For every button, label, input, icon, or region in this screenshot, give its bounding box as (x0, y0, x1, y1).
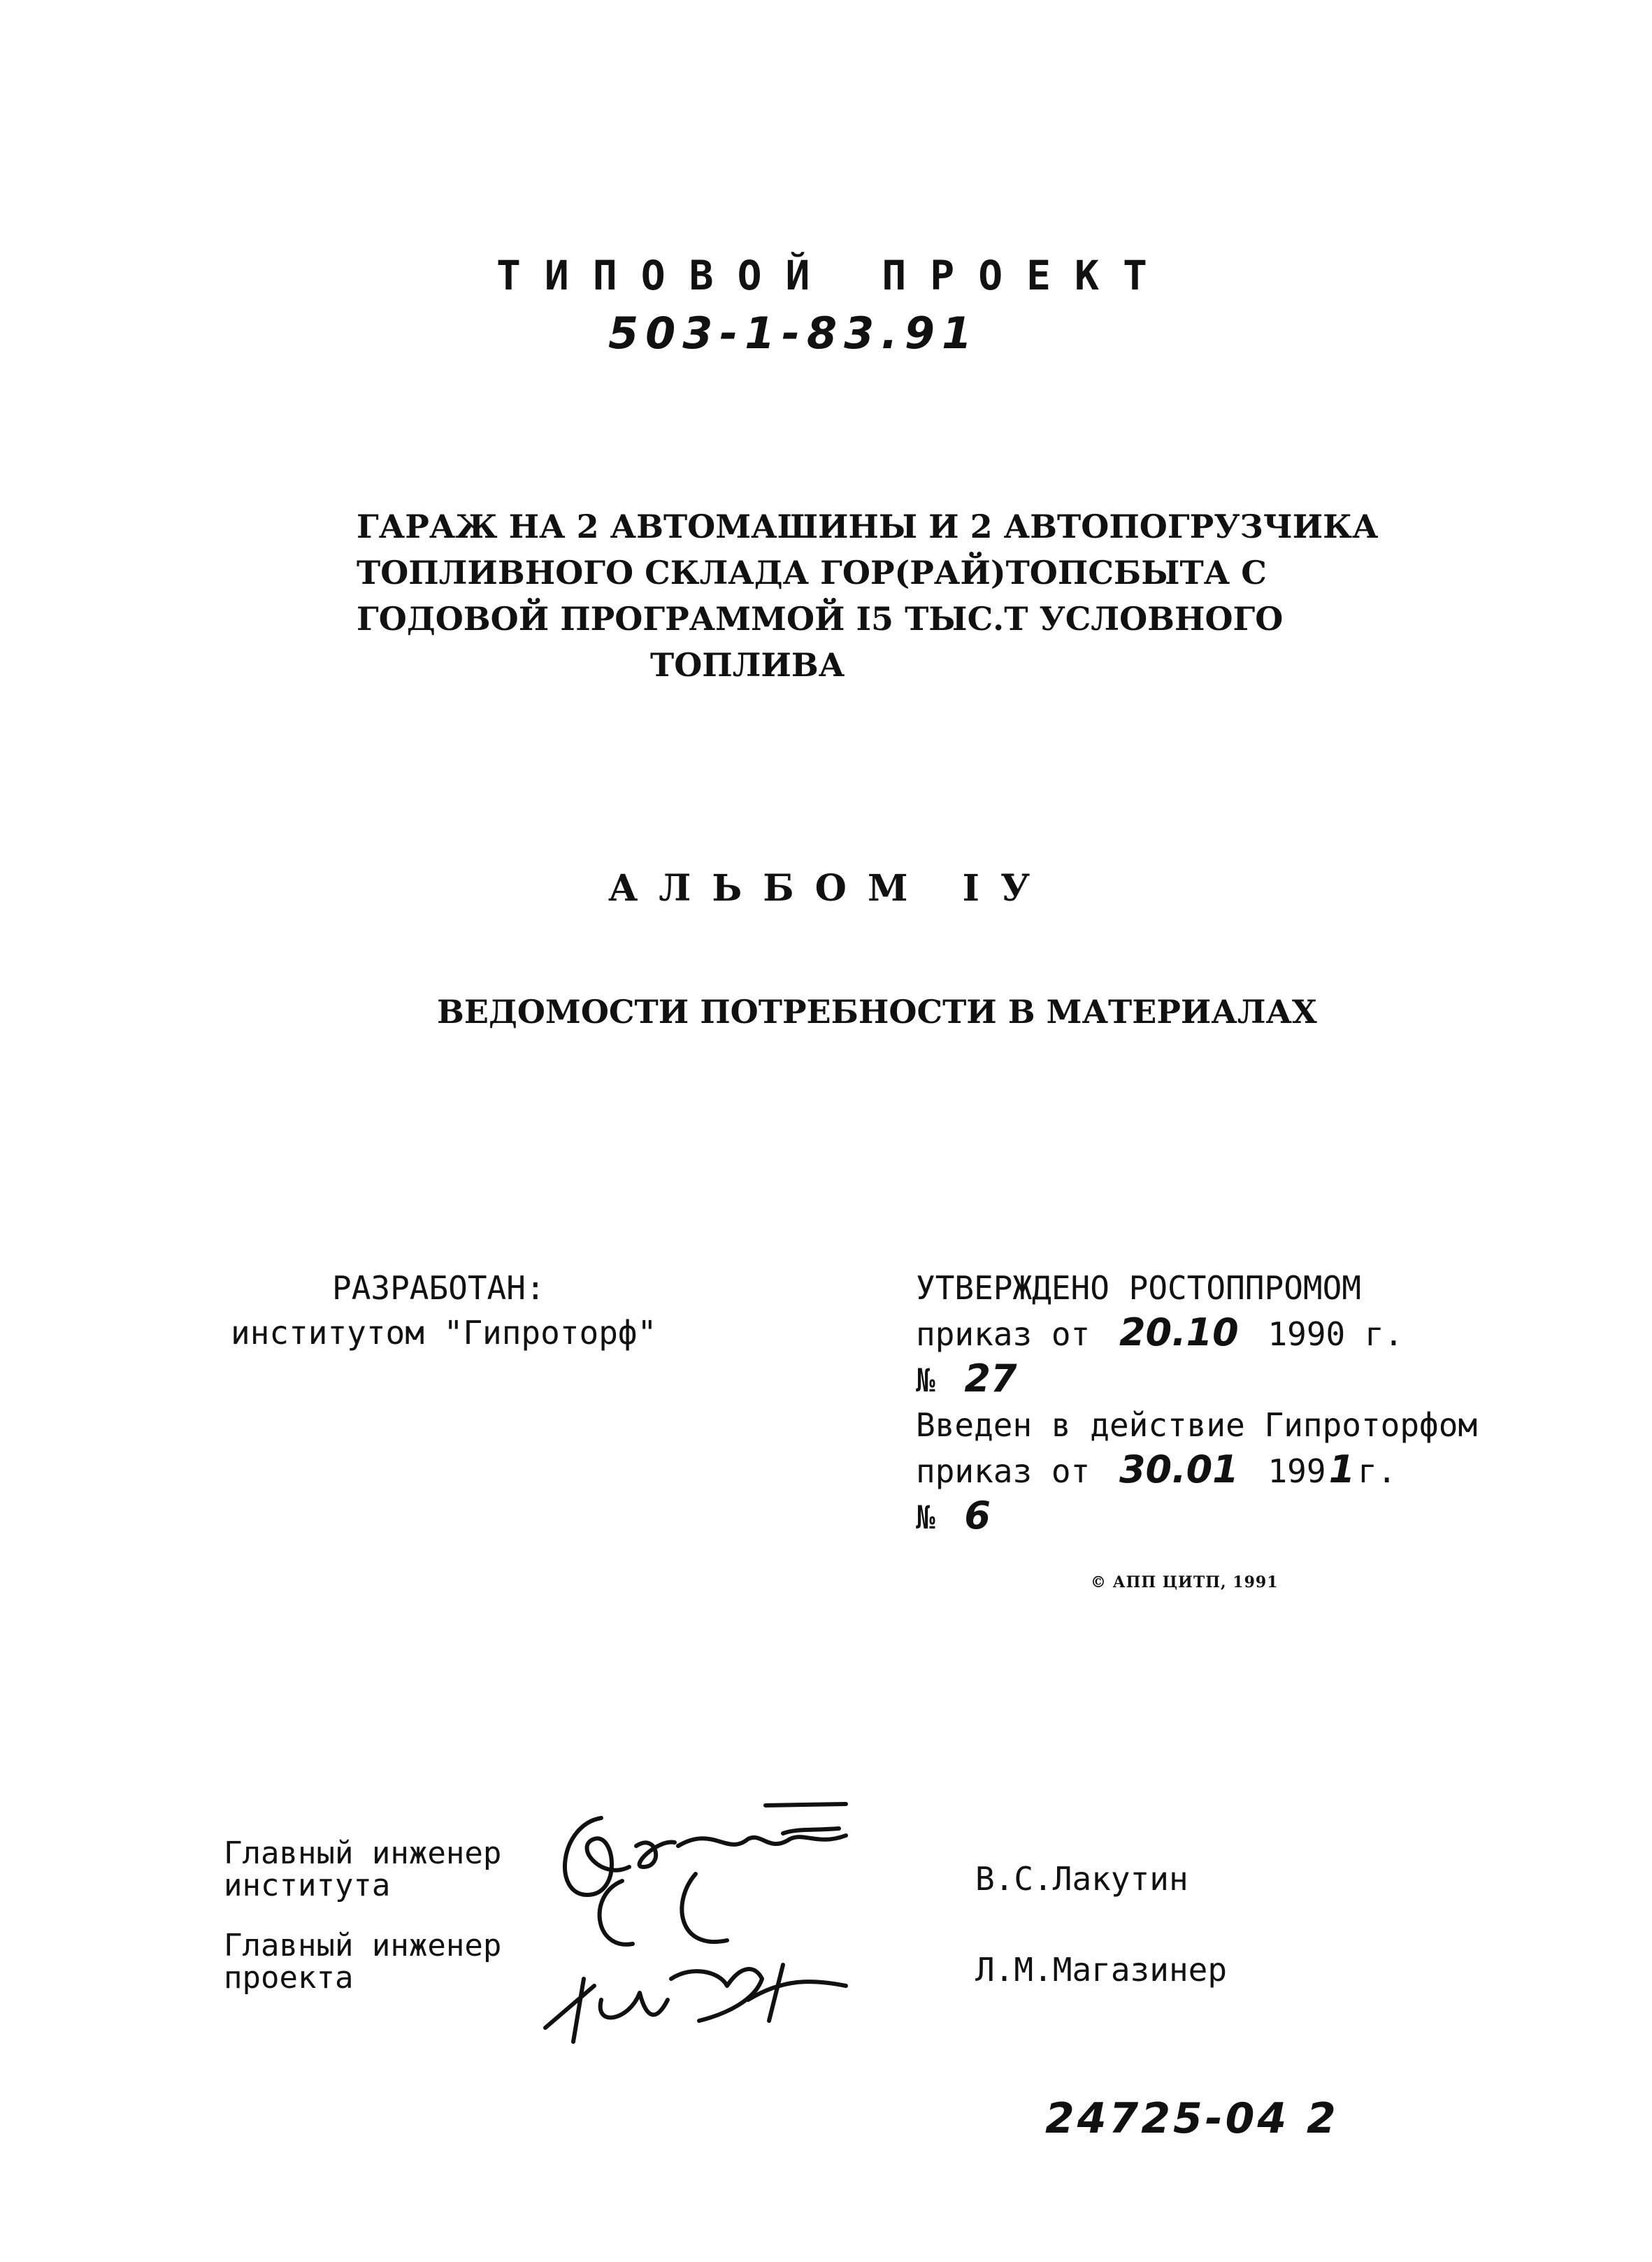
signature-stroke (766, 1804, 846, 1805)
order-number: 27 (964, 1357, 1017, 1401)
document-type: ТИПОВОЙ ПРОЕКТ (496, 252, 1171, 299)
handwritten-signatures (517, 1790, 881, 2056)
order-prefix: приказ от (916, 1315, 1091, 1353)
archive-number: 24725-04 2 (1045, 2094, 1339, 2143)
number-sign: № (916, 1361, 935, 1399)
signature-stroke (573, 1979, 584, 2042)
order2-year-hand: 1 (1328, 1447, 1356, 1491)
approval-order (916, 1310, 1477, 1357)
approval-block (916, 1266, 1477, 1540)
developed-label: РАЗРАБОТАН: (332, 1269, 545, 1307)
order2-year (1267, 1447, 1397, 1491)
developed-block (231, 1266, 656, 1355)
project-title (357, 503, 1378, 688)
title-line: ТОПЛИВА (650, 646, 845, 684)
album-heading: АЛЬБОМ IУ (608, 867, 1051, 910)
signature-stroke (601, 1993, 668, 2017)
signature-stroke (748, 1982, 846, 2000)
order-number-line (916, 1357, 1477, 1403)
order2-number-line (916, 1494, 1477, 1540)
developed-by: институтом "Гипроторф" (231, 1314, 657, 1352)
signature-stroke (600, 1881, 633, 1945)
role-line: проекта (224, 1960, 354, 1996)
order2-date: 30.01 (1119, 1447, 1239, 1491)
signature-stroke (545, 1986, 594, 2028)
signature-stroke (636, 1842, 675, 1867)
signature-role-1 (224, 1835, 502, 1903)
signature-stroke (678, 1835, 846, 1846)
order2-year-prefix: 199 (1267, 1452, 1326, 1490)
copyright-note: © АПП ЦИТП, 1991 (1091, 1573, 1279, 1591)
signature-stroke (682, 1874, 727, 1942)
title-line: ГОДОВОЙ ПРОГРАММОЙ I5 ТЫС.Т УСЛОВНОГО (357, 600, 1284, 638)
project-number: 503-1-83.91 (608, 308, 979, 359)
title-line: ГАРАЖ НА 2 АВТОМАШИНЫ И 2 АВТОПОГРУЗЧИКА (357, 508, 1379, 545)
order2-number: 6 (964, 1494, 991, 1538)
title-line: ТОПЛИВНОГО СКЛАДА ГОР(РАЙ)ТОПСБЫТА С (357, 554, 1267, 592)
approval-line: УТВЕРЖДЕНО РОСТОППРОМОМ (916, 1269, 1361, 1307)
role-line: Главный инженер (224, 1835, 502, 1871)
signature-role-2 (224, 1930, 501, 1994)
role-line: института (224, 1868, 391, 1903)
number-sign: № (916, 1498, 935, 1536)
signatory-name-2: Л.М.Магазинер (975, 1951, 1228, 1989)
signature-stroke (671, 1969, 762, 2021)
order2-prefix: приказ от (916, 1452, 1091, 1490)
role-line: Главный инженер (224, 1928, 502, 1963)
signature-stroke (769, 1965, 783, 2021)
order2-year-suffix: г. (1358, 1452, 1397, 1490)
enacted-line: Введен в действие Гипроторфом (916, 1406, 1478, 1444)
order-year: 1990 г. (1267, 1315, 1404, 1353)
order-date: 20.10 (1119, 1310, 1239, 1354)
signatory-name-1: В.С.Лакутин (975, 1860, 1188, 1898)
enacted-order (916, 1447, 1477, 1494)
album-subtitle: ВЕДОМОСТИ ПОТРЕБНОСТИ В МАТЕРИАЛАХ (437, 993, 1317, 1031)
signature-stroke (783, 1828, 839, 1833)
